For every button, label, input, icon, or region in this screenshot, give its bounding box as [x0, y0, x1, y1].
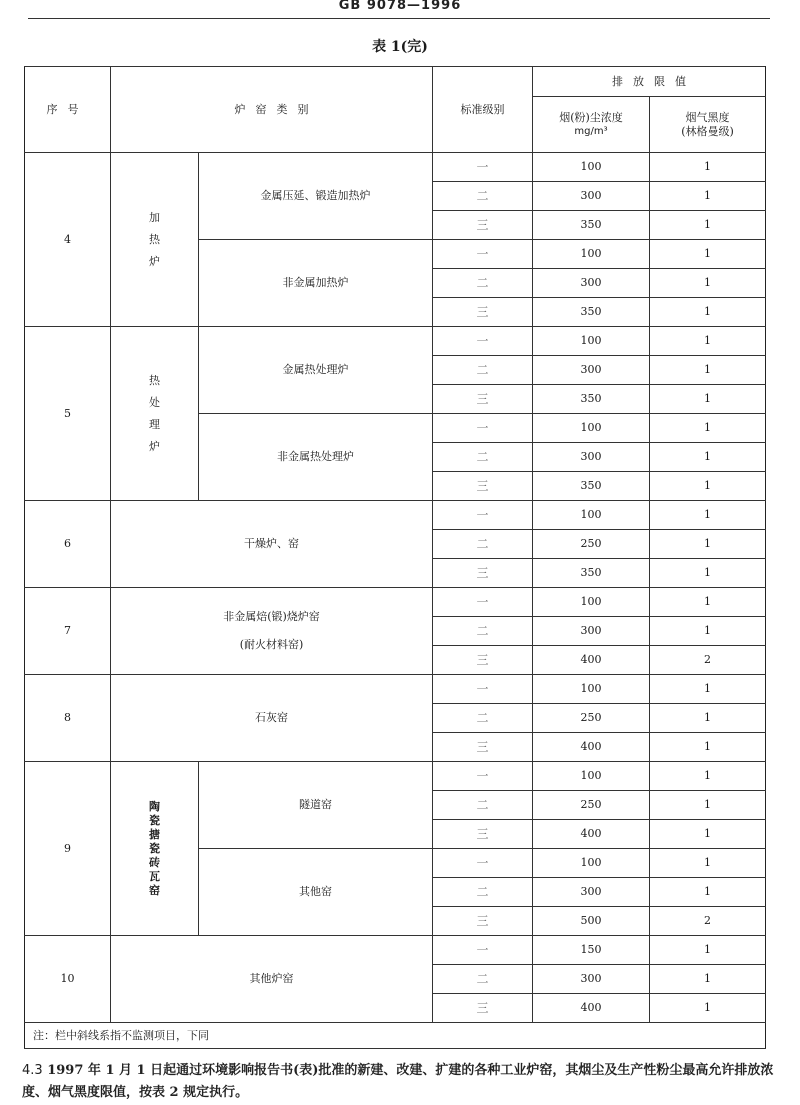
dust-limit-cell: 250 — [533, 530, 650, 559]
category-label: 其他窑 — [299, 885, 332, 898]
smoke-limit-cell: 1 — [650, 211, 766, 240]
dust-limit-cell: 100 — [533, 414, 650, 443]
level-cell: 三 — [433, 559, 533, 588]
seq-cell: 7 — [25, 588, 111, 675]
category-cell — [199, 762, 433, 849]
level-cell: 二 — [433, 182, 533, 211]
level-cell: 一 — [433, 849, 533, 878]
level-cell: 一 — [433, 501, 533, 530]
category-cell — [111, 588, 433, 675]
level-cell: 一 — [433, 675, 533, 704]
emission-limits-table — [24, 66, 766, 1049]
category-label: 非金属焙(锻)烧炉窑 — [223, 610, 320, 623]
smoke-limit-cell: 1 — [650, 588, 766, 617]
smoke-limit-cell: 1 — [650, 994, 766, 1023]
seq-cell: 10 — [25, 936, 111, 1023]
header-seq: 序号 — [25, 67, 111, 153]
level-cell: 二 — [433, 443, 533, 472]
level-cell: 三 — [433, 472, 533, 501]
table-caption: 表 1(完) — [372, 39, 428, 55]
smoke-limit-cell: 1 — [650, 820, 766, 849]
dust-limit-cell: 100 — [533, 588, 650, 617]
category-cell — [199, 414, 433, 501]
category-label: 石灰窑 — [255, 711, 288, 724]
parent-category-cell — [111, 327, 199, 501]
dust-limit-cell: 300 — [533, 965, 650, 994]
seq-cell: 9 — [25, 762, 111, 936]
dust-limit-cell: 400 — [533, 646, 650, 675]
level-cell: 一 — [433, 240, 533, 269]
level-cell: 二 — [433, 617, 533, 646]
page-header: GB 9078—1996 — [338, 0, 462, 13]
smoke-limit-cell: 1 — [650, 240, 766, 269]
dust-limit-cell: 400 — [533, 994, 650, 1023]
category-label-secondary: (耐火材料窑) — [239, 638, 304, 651]
smoke-limit-cell: 1 — [650, 414, 766, 443]
parent-category-label: 陶瓷搪瓷砖瓦窑 — [149, 799, 160, 897]
smoke-limit-cell: 1 — [650, 791, 766, 820]
header-dust-label: 烟(粉)尘浓度 — [559, 110, 623, 124]
dust-limit-cell: 500 — [533, 907, 650, 936]
dust-limit-cell: 350 — [533, 385, 650, 414]
category-cell — [199, 153, 433, 240]
dust-limit-cell: 100 — [533, 675, 650, 704]
smoke-limit-cell: 1 — [650, 617, 766, 646]
smoke-limit-cell: 1 — [650, 530, 766, 559]
smoke-limit-cell: 1 — [650, 762, 766, 791]
level-cell: 三 — [433, 820, 533, 849]
dust-limit-cell: 300 — [533, 617, 650, 646]
table-row — [25, 762, 766, 791]
smoke-limit-cell: 2 — [650, 907, 766, 936]
header-level: 标准级别 — [433, 67, 533, 153]
smoke-limit-cell: 1 — [650, 849, 766, 878]
category-cell — [199, 240, 433, 327]
dust-limit-cell: 100 — [533, 153, 650, 182]
dust-limit-cell: 350 — [533, 472, 650, 501]
smoke-limit-cell: 1 — [650, 878, 766, 907]
parent-category-label: 热处理炉 — [149, 373, 160, 453]
smoke-limit-cell: 1 — [650, 559, 766, 588]
smoke-limit-cell: 1 — [650, 269, 766, 298]
category-cell — [111, 936, 433, 1023]
smoke-limit-cell: 1 — [650, 385, 766, 414]
level-cell: 二 — [433, 704, 533, 733]
category-label: 隧道窑 — [299, 798, 332, 811]
level-cell: 二 — [433, 530, 533, 559]
seq-cell: 8 — [25, 675, 111, 762]
category-cell — [199, 849, 433, 936]
header-category: 炉窑类别 — [111, 67, 433, 153]
paragraph-text: 1997 年 1 月 1 日起通过环境影响报告书(表)批准的新建、改建、扩建的各种工业炉窑，其烟尘及生产性粉尘最高允许排放浓度、烟气黑度限值，按表 2 规定执行。 — [22, 1063, 774, 1100]
dust-limit-cell: 300 — [533, 356, 650, 385]
dust-limit-cell: 400 — [533, 820, 650, 849]
dust-limit-cell: 250 — [533, 704, 650, 733]
level-cell: 二 — [433, 356, 533, 385]
category-label: 金属压延、锻造加热炉 — [260, 189, 371, 202]
level-cell: 一 — [433, 936, 533, 965]
smoke-limit-cell: 1 — [650, 501, 766, 530]
paragraph-number: 4.3 — [22, 1063, 43, 1078]
table-row — [25, 675, 766, 704]
level-cell: 一 — [433, 153, 533, 182]
smoke-limit-cell: 1 — [650, 298, 766, 327]
table-body — [25, 153, 766, 1049]
header-rule — [28, 18, 770, 19]
level-cell: 一 — [433, 588, 533, 617]
table-row — [25, 936, 766, 965]
parent-category-cell — [111, 762, 199, 936]
level-cell: 二 — [433, 269, 533, 298]
smoke-limit-cell: 1 — [650, 965, 766, 994]
dust-limit-cell: 300 — [533, 182, 650, 211]
level-cell: 三 — [433, 733, 533, 762]
table-row — [25, 501, 766, 530]
level-cell: 二 — [433, 791, 533, 820]
dust-limit-cell: 300 — [533, 269, 650, 298]
category-cell — [111, 501, 433, 588]
seq-cell: 4 — [25, 153, 111, 327]
table-row — [25, 588, 766, 617]
header-smoke-unit: (林格曼级) — [681, 124, 734, 138]
smoke-limit-cell: 1 — [650, 182, 766, 211]
category-label: 非金属加热炉 — [282, 276, 349, 289]
smoke-limit-cell: 1 — [650, 327, 766, 356]
category-label: 非金属热处理炉 — [277, 450, 354, 463]
seq-cell: 5 — [25, 327, 111, 501]
level-cell: 二 — [433, 965, 533, 994]
header-smoke — [650, 97, 766, 153]
header-limits: 排放限值 — [533, 67, 766, 97]
level-cell: 三 — [433, 646, 533, 675]
smoke-limit-cell: 1 — [650, 472, 766, 501]
dust-limit-cell: 100 — [533, 240, 650, 269]
dust-limit-cell: 400 — [533, 733, 650, 762]
dust-limit-cell: 300 — [533, 878, 650, 907]
dust-limit-cell: 100 — [533, 501, 650, 530]
level-cell: 三 — [433, 907, 533, 936]
level-cell: 三 — [433, 994, 533, 1023]
smoke-limit-cell: 1 — [650, 936, 766, 965]
paragraph-4-3 — [22, 1060, 782, 1104]
table-note: 注：栏中斜线系指不监测项目，下同 — [25, 1023, 766, 1049]
dust-limit-cell: 350 — [533, 559, 650, 588]
smoke-limit-cell: 1 — [650, 356, 766, 385]
smoke-limit-cell: 1 — [650, 733, 766, 762]
level-cell: 二 — [433, 878, 533, 907]
level-cell: 三 — [433, 211, 533, 240]
smoke-limit-cell: 1 — [650, 153, 766, 182]
dust-limit-cell: 100 — [533, 327, 650, 356]
dust-limit-cell: 300 — [533, 443, 650, 472]
category-label: 金属热处理炉 — [282, 363, 349, 376]
dust-limit-cell: 350 — [533, 298, 650, 327]
header-smoke-label: 烟气黑度 — [685, 110, 730, 124]
dust-limit-cell: 150 — [533, 936, 650, 965]
level-cell: 一 — [433, 327, 533, 356]
level-cell: 一 — [433, 762, 533, 791]
category-cell — [111, 675, 433, 762]
note-row — [25, 1023, 766, 1049]
smoke-limit-cell: 1 — [650, 675, 766, 704]
level-cell: 一 — [433, 414, 533, 443]
dust-limit-cell: 250 — [533, 791, 650, 820]
smoke-limit-cell: 1 — [650, 443, 766, 472]
dust-limit-cell: 100 — [533, 849, 650, 878]
parent-category-cell — [111, 153, 199, 327]
header-dust-unit: mg/m³ — [574, 125, 608, 137]
table-row — [25, 153, 766, 182]
table-row — [25, 327, 766, 356]
level-cell: 三 — [433, 385, 533, 414]
smoke-limit-cell: 2 — [650, 646, 766, 675]
seq-cell: 6 — [25, 501, 111, 588]
category-label: 干燥炉、窑 — [244, 537, 299, 550]
header-dust — [533, 97, 650, 153]
level-cell: 三 — [433, 298, 533, 327]
dust-limit-cell: 100 — [533, 762, 650, 791]
category-label: 其他炉窑 — [249, 972, 294, 985]
parent-category-label: 加热炉 — [149, 210, 160, 268]
smoke-limit-cell: 1 — [650, 704, 766, 733]
dust-limit-cell: 350 — [533, 211, 650, 240]
category-cell — [199, 327, 433, 414]
